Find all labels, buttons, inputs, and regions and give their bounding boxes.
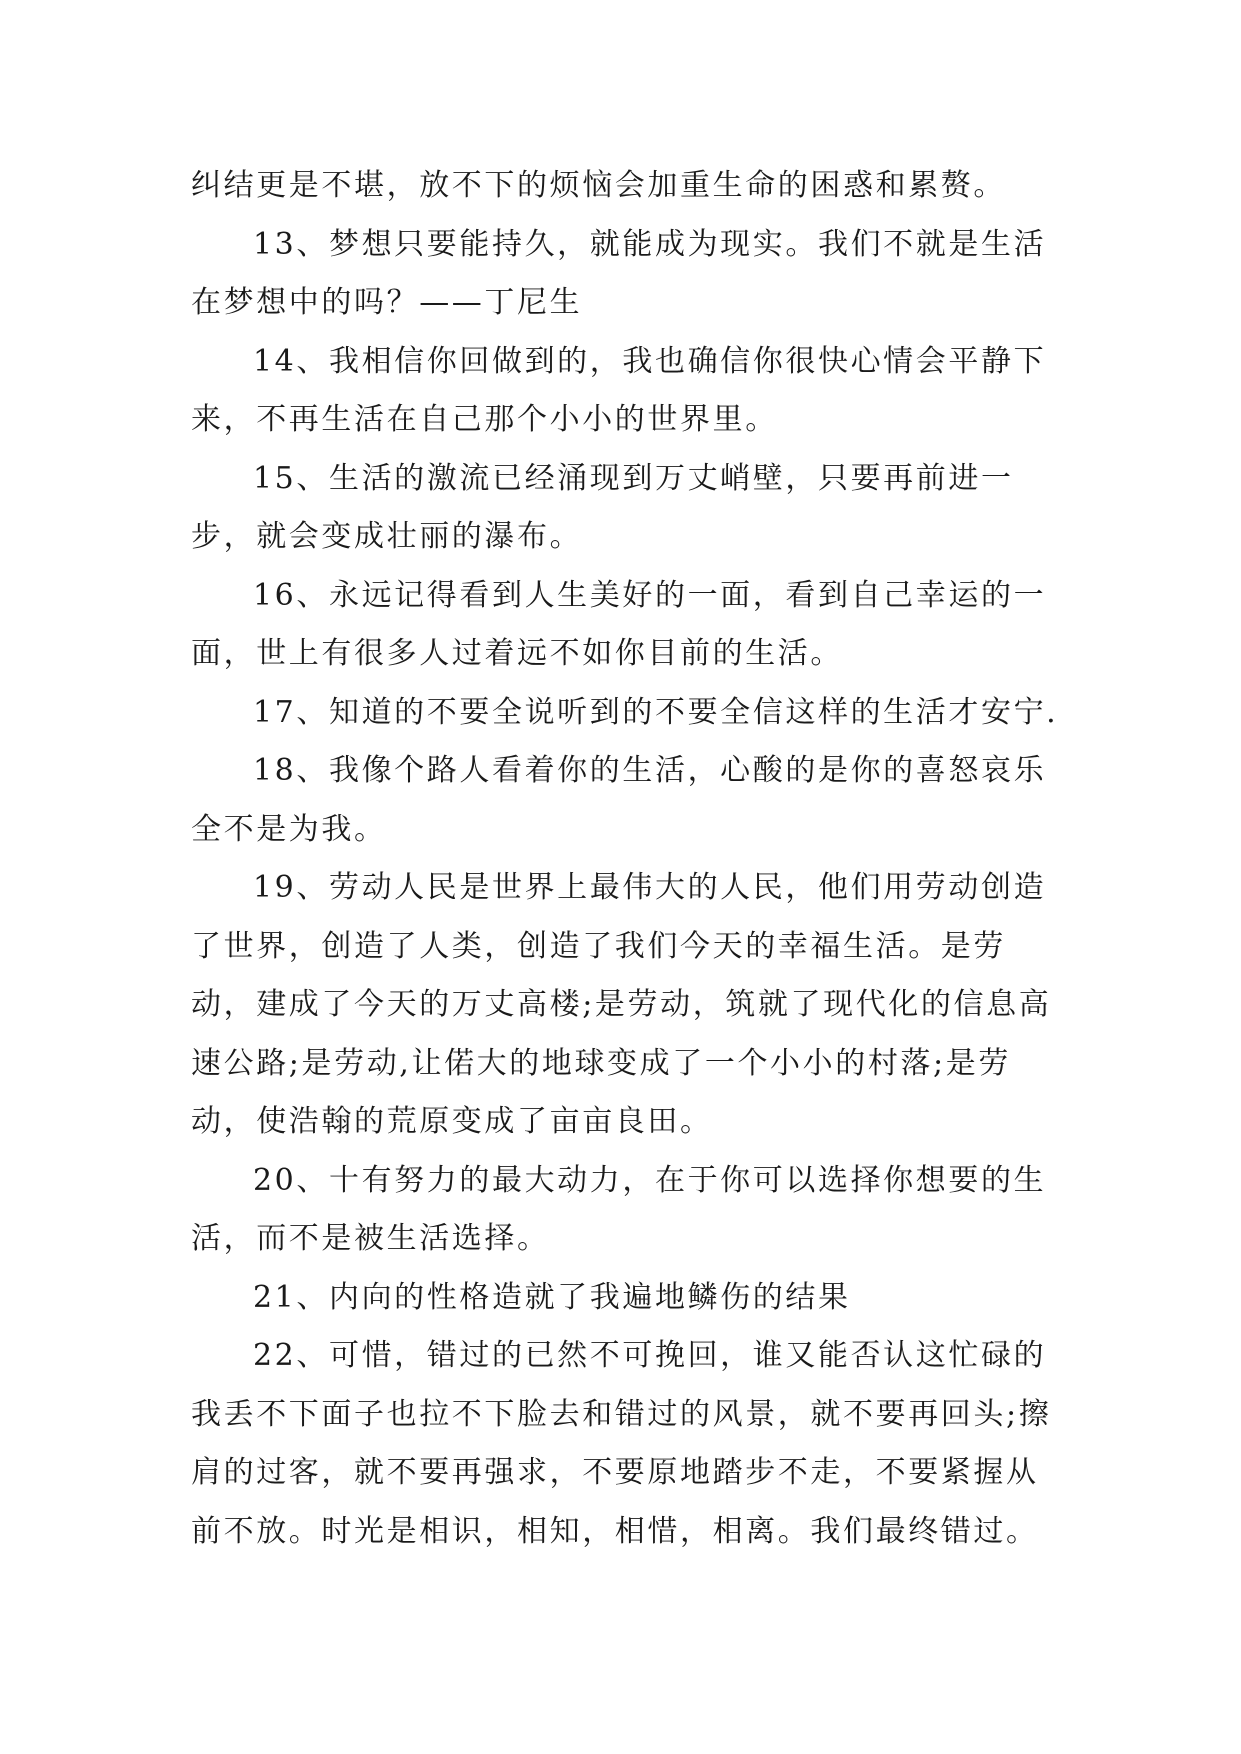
paragraph-21: 21、内向的性格造就了我遍地鳞伤的结果 [253,1279,851,1315]
paragraph-16: 16、永远记得看到人生美好的一面，看到自己幸运的一面，世上有很多人过着远不如你目前的生活。 [191,577,1047,671]
paragraph-17: 17、知道的不要全说听到的不要全信这样的生活才安宁. [253,694,1059,730]
paragraph-12-continuation: 纠结更是不堪，放不下的烦恼会加重生命的困惑和累赘。 [191,168,1006,203]
paragraph-20: 20、十有努力的最大动力，在于你可以选择你想要的生活，而不是被生活选择。 [191,1162,1047,1256]
paragraph-15: 15、生活的激流已经涌现到万丈峭壁，只要再前进一步，就会变成壮丽的瀑布。 [191,460,1014,554]
paragraph-14: 14、我相信你回做到的，我也确信你很快心情会平静下来，不再生活在自己那个小小的世界里。 [191,343,1047,437]
paragraph-13: 13、梦想只要能持久，就能成为现实。我们不就是生活在梦想中的吗？——丁尼生 [191,226,1047,320]
paragraph-22: 22、可惜，错过的已然不可挽回，谁又能否认这忙碌的我丢不下面子也拉不下脸去和错过的风景，就不要再回头;擦肩的过客，就不要再强求，不要原地踏步不走，不要紧握从前不放。时光是相识，相知，相惜，相离。我们最终错过。 [191,1338,1052,1549]
paragraph-18: 18、我像个路人看着你的生活，心酸的是你的喜怒哀乐全不是为我。 [191,753,1047,847]
document-body [191,157,1071,1561]
paragraph-19: 19、劳动人民是世界上最伟大的人民，他们用劳动创造了世界，创造了人类，创造了我们今天的幸福生活。是劳动，建成了今天的万丈高楼;是劳动，筑就了现代化的信息高速公路;是劳动,让偌大的地球变成了一个小小的村落;是劳动，使浩翰的荒原变成了亩亩良田。 [191,870,1052,1139]
